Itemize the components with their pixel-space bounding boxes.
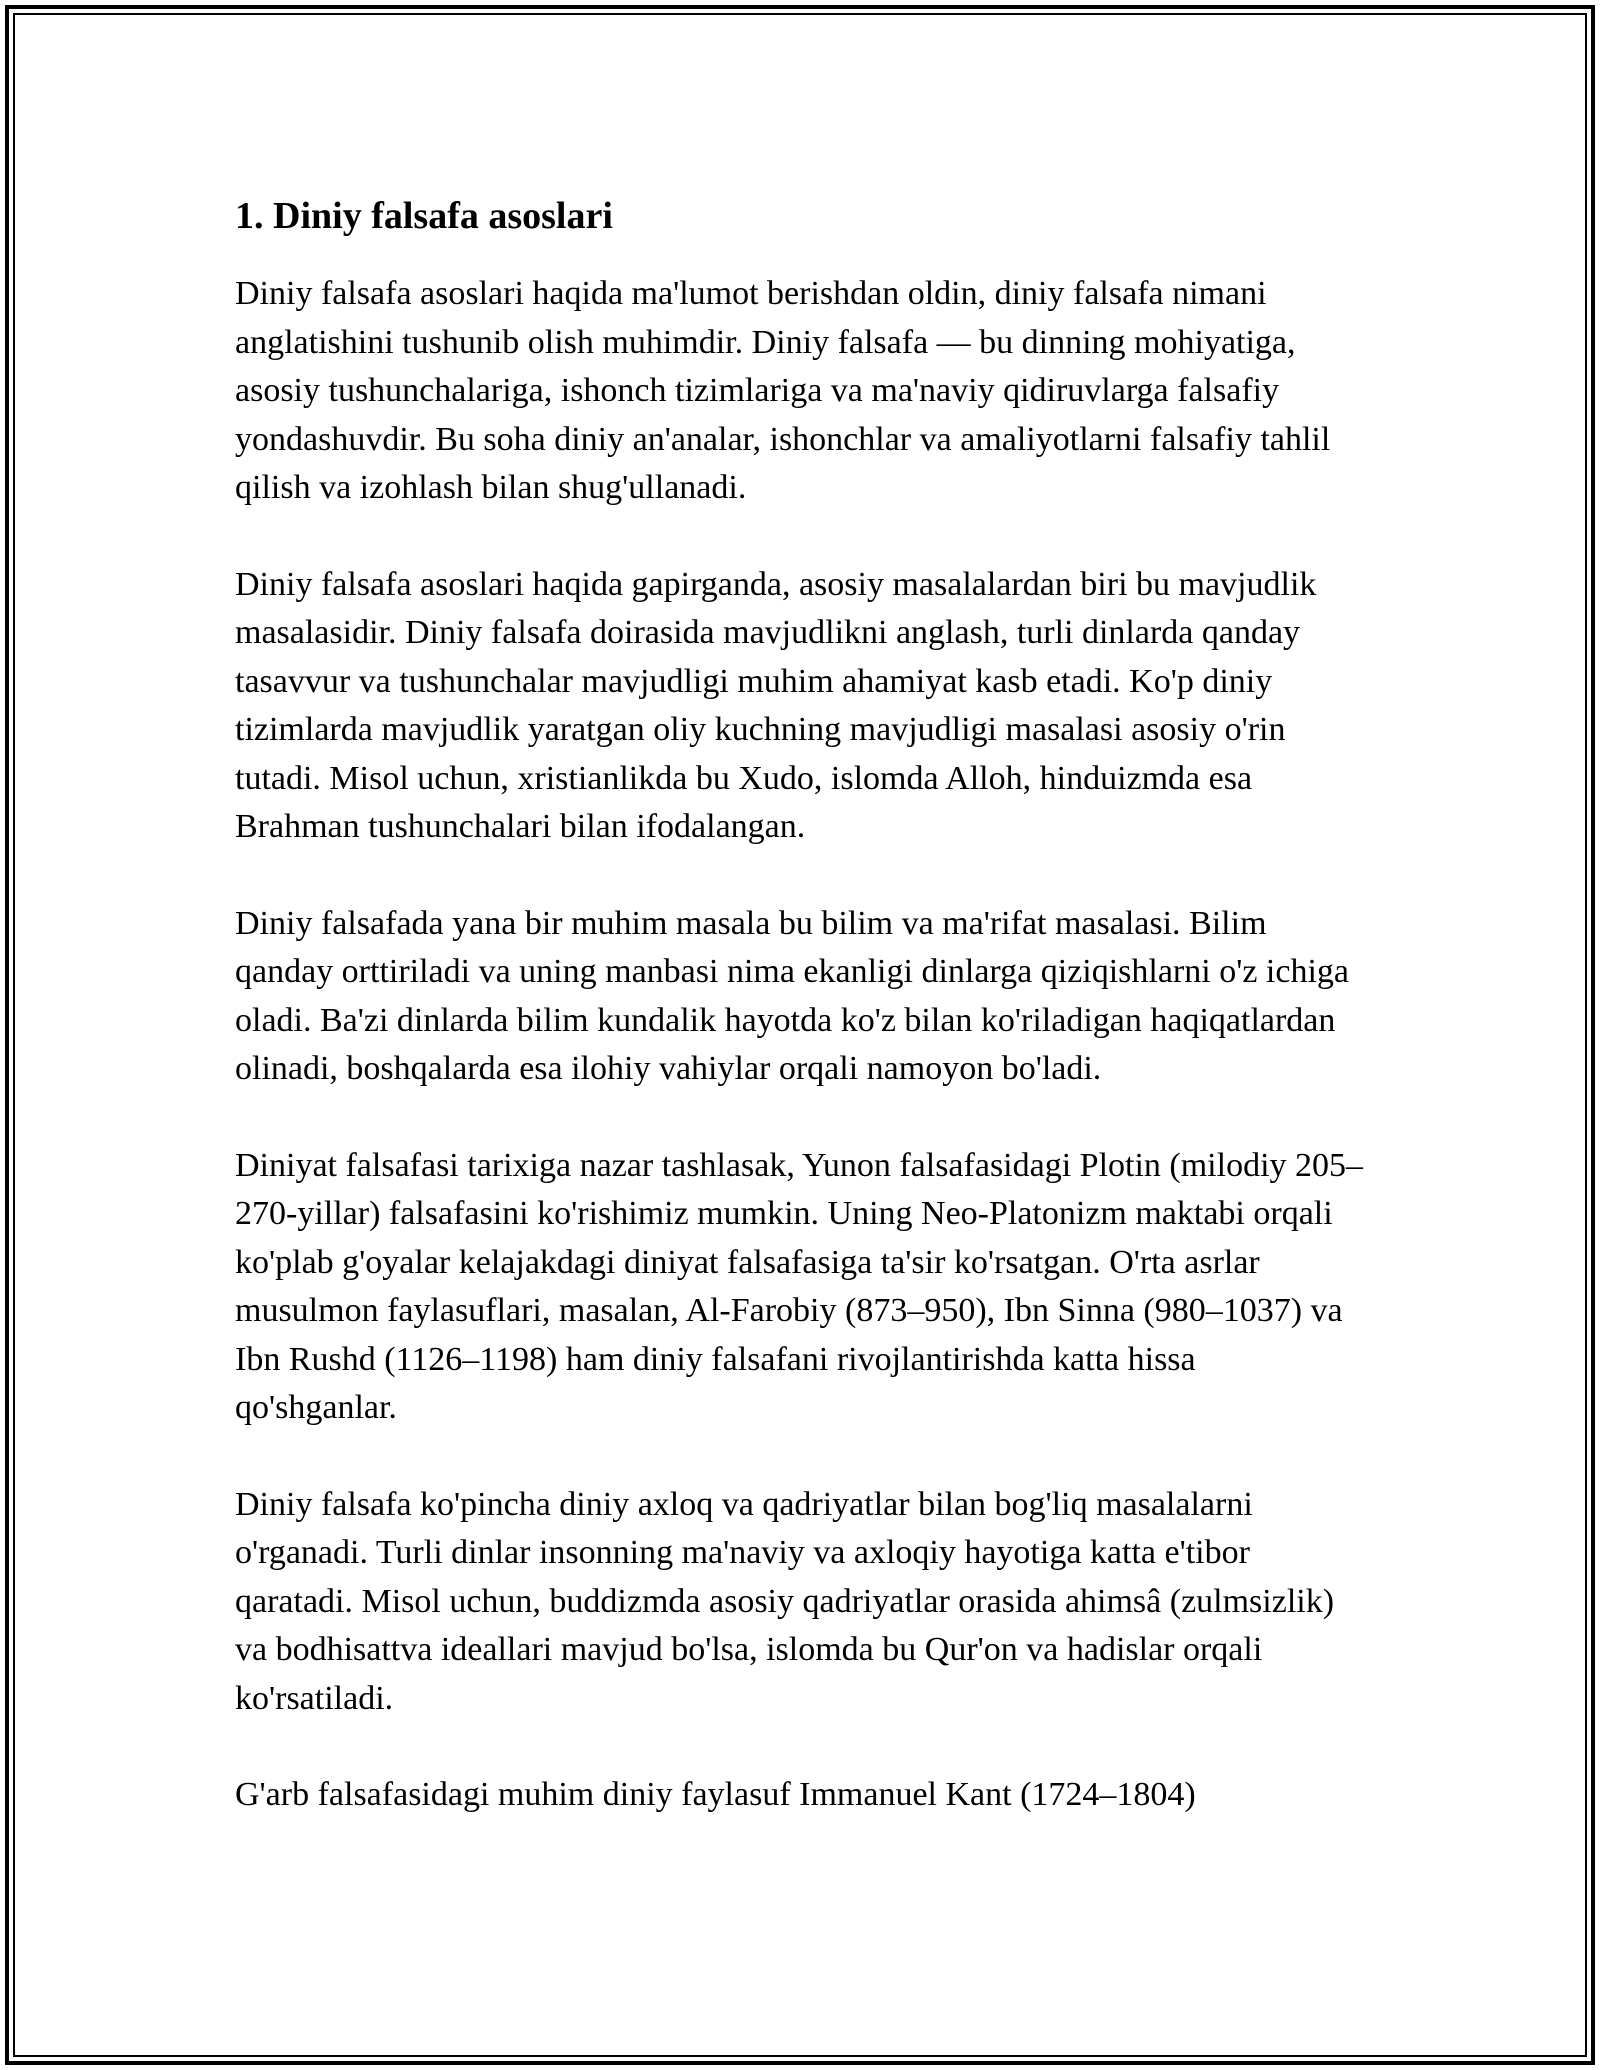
paragraph-intro: Diniy falsafa asoslari haqida ma'lumot berishdan oldin, diniy falsafa nimani anglatishini tushunib olish muhimdir. Diniy falsafa — bu dinning mohiyatiga, asosiy tushunchalariga, ishonch tizimlariga va ma'naviy qidiruvlarga falsafiy yondashuvdir. Bu soha diniy an'analar, ishonchlar va amaliyotlarni falsafiy tahlil qilish va izohlash bilan shug'ullanadi. bbox=[235, 275, 1331, 506]
paragraph-history: Diniyat falsafasi tarixiga nazar tashlasak, Yunon falsafasidagi Plotin (milodiy 205–270-yillar) falsafasini ko'rishimiz mumkin. Uning Neo-Platonizm maktabi orqali ko'plab g'oyalar kelajakdagi diniyat falsafasiga ta'sir ko'rsatgan. O'rta asrlar musulmon faylasuflari, masalan, Al-Farobiy (873–950), Ibn Sinna (980–1037) va Ibn Rushd (1126–1198) ham diniy falsafani rivojlantirishda katta hissa qo'shganlar. bbox=[235, 1146, 1364, 1426]
paragraph-knowledge: Diniy falsafada yana bir muhim masala bu bilim va ma'rifat masalasi. Bilim qanday orttiriladi va uning manbasi nima ekanligi dinlarga qiziqishlarni o'z ichiga oladi. Ba'zi dinlarda bilim kundalik hayotda ko'z bilan ko'riladigan haqiqatlardan olinadi, boshqalarda esa ilohiy vahiylar orqali namoyon bo'ladi. bbox=[235, 904, 1349, 1087]
section-heading: 1. Diniy falsafa asoslari bbox=[235, 195, 613, 237]
paragraph-kant: G'arb falsafasidagi muhim diniy faylasuf Immanuel Kant (1724–1804) bbox=[235, 1776, 1196, 1813]
document-body bbox=[235, 190, 1365, 1868]
paragraph-existence: Diniy falsafa asoslari haqida gapirganda, asosiy masalalardan biri bu mavjudlik masalasidir. Diniy falsafa doirasida mavjudlikni anglash, turli dinlarda qanday tasavvur va tushunchalar mavjudligi muhim ahamiyat kasb etadi. Ko'p diniy tizimlarda mavjudlik yaratgan oliy kuchning mavjudligi masalasi asosiy o'rin tutadi. Misol uchun, xristianlikda bu Xudo, islomda Alloh, hinduizmda esa Brahman tushunchalari bilan ifodalangan. bbox=[235, 565, 1317, 845]
paragraph-ethics: Diniy falsafa ko'pincha diniy axloq va qadriyatlar bilan bog'liq masalalarni o'rganadi. Turli dinlar insonning ma'naviy va axloqiy hayotiga katta e'tibor qaratadi. Misol uchun, buddizmda asosiy qadriyatlar orasida ahimsâ (zulmsizlik) va bodhisattva ideallari mavjud bo'lsa, islomda bu Qur'on va hadislar orqali ko'rsatiladi. bbox=[235, 1485, 1335, 1717]
